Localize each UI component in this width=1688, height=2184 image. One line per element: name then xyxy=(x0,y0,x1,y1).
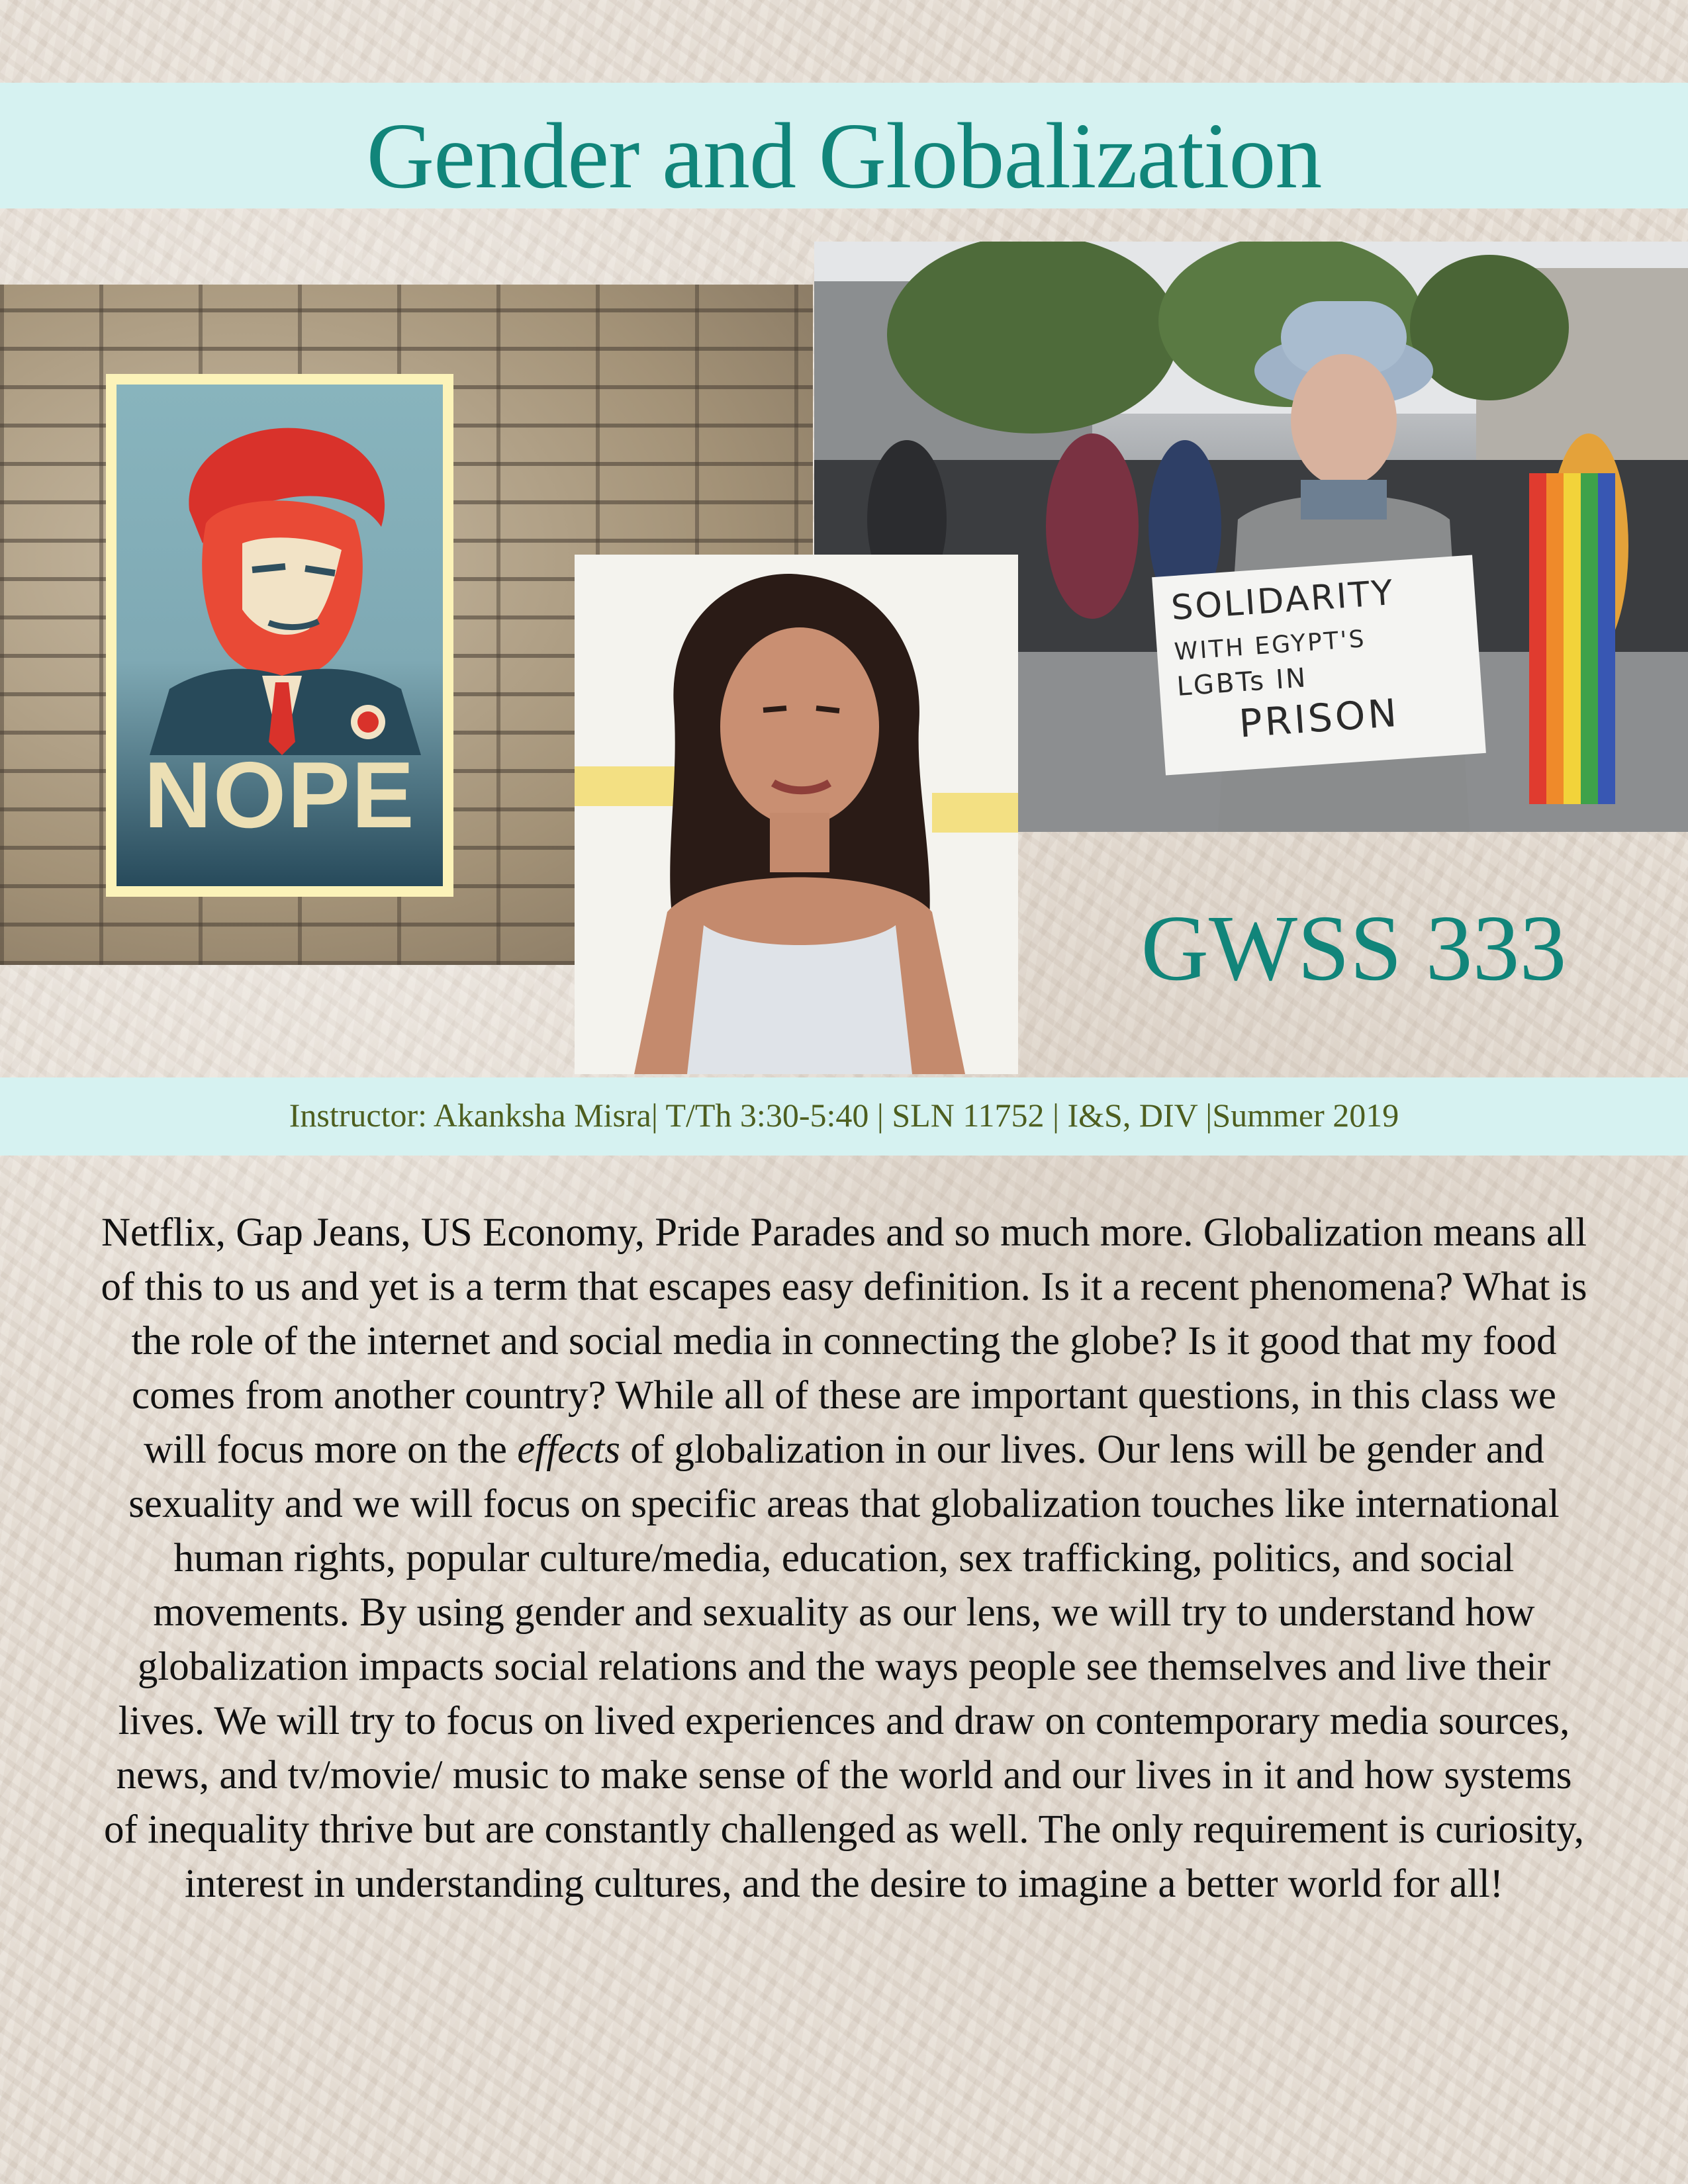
course-description xyxy=(99,1206,1589,1911)
portrait-illustration xyxy=(143,411,421,755)
sign-line-2: WITH EGYPT'S xyxy=(1173,625,1367,666)
poster-artwork xyxy=(117,385,443,886)
description-emphasis: effects xyxy=(517,1428,621,1472)
title-band xyxy=(0,83,1688,208)
sign-line-1: SOLIDARITY xyxy=(1170,572,1396,629)
sign-line-4: PRISON xyxy=(1237,690,1401,747)
protest-sign xyxy=(1152,555,1486,775)
course-info-line: Instructor: Akanksha Misra| T/Th 3:30-5:40 | SLN 11752 | I&S, DIV |Summer 2019 xyxy=(289,1097,1399,1134)
sign-line-3: LGBTs IN xyxy=(1176,662,1309,702)
portrait-photo xyxy=(575,555,1018,1074)
page-title: Gender and Globalization xyxy=(366,103,1322,208)
poster-caption: NOPE xyxy=(144,743,416,848)
course-code: GWSS 333 xyxy=(1141,895,1567,1000)
portrait-figure xyxy=(575,555,1018,1074)
description-part-1: Netflix, Gap Jeans, US Economy, Pride Parades and so much more. Globalization means all of this to us and yet is a term that escapes easy definition. Is it a recent phenomena? What is the role of the internet and social media in connecting the globe? Is it good that my food comes from another country? While all of these are important questions, in this class we will focus more on the xyxy=(101,1210,1587,1472)
description-part-2: of globalization in our lives. Our lens will be gender and sexuality and we will focus on specific areas that globalization touches like international human rights, popular culture/media, education, sex trafficking, politics, and social movements. By using gender and sexuality as our lens, we will try to understand how globalization impacts social relations and the ways people see themselves and live their lives. We will try to focus on lived experiences and draw on contemporary media sources, news, and tv/movie/ music to make sense of the world and our lives in it and how systems of inequality thrive but are constantly challenged as well. The only requirement is curiosity, interest in understanding cultures, and the desire to imagine a better world for all! xyxy=(103,1428,1585,1906)
course-info-band xyxy=(0,1077,1688,1156)
political-poster xyxy=(106,374,453,897)
